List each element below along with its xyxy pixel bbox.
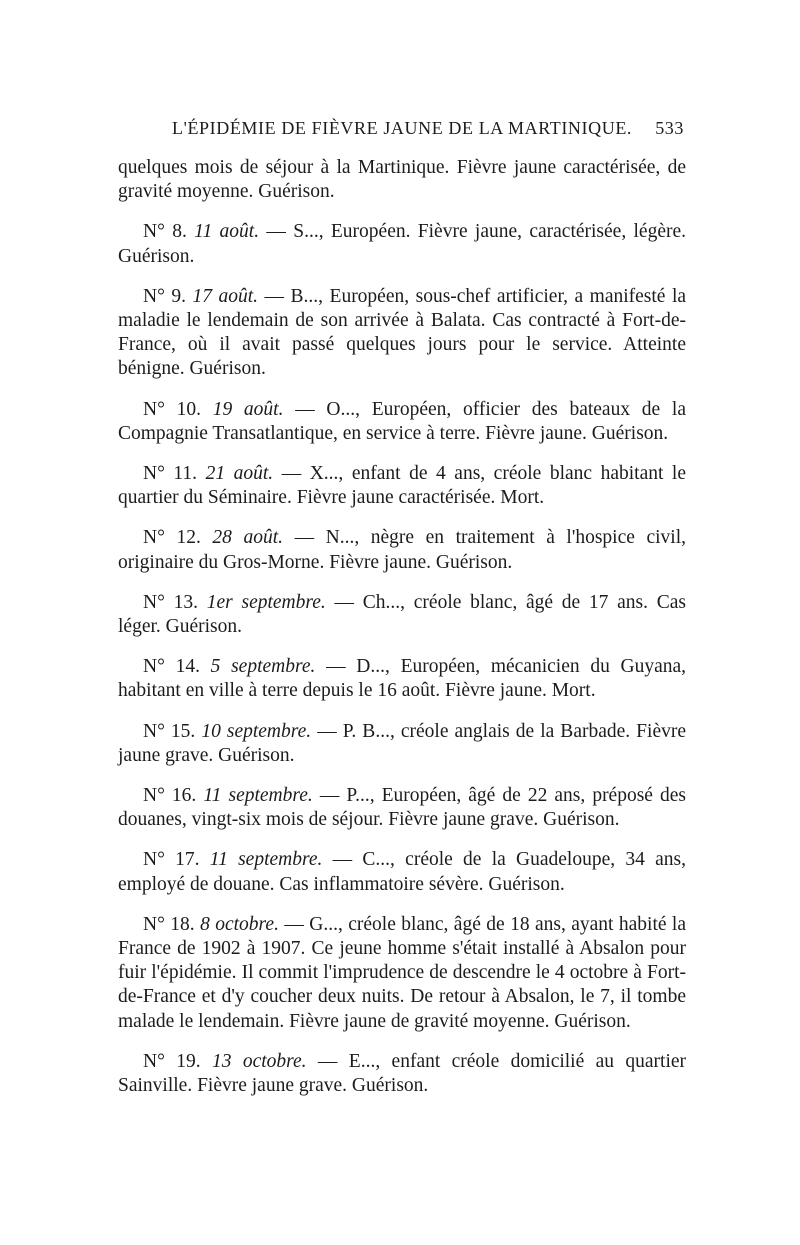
case-entry bbox=[118, 913, 686, 1034]
case-entry bbox=[118, 462, 686, 510]
case-entry bbox=[118, 848, 686, 896]
case-entry bbox=[118, 220, 686, 268]
case-entry bbox=[118, 720, 686, 768]
case-text: — Ch..., créole blanc, âgé de 17 ans. Cas léger. Guérison. bbox=[118, 591, 687, 638]
case-date: 17 août. bbox=[192, 285, 259, 307]
case-text: — G..., créole blanc, âgé de 18 ans, ayant habité la France de 1902 à 1907. Ce jeune homme s'était installé à Absalon pour fuir l'épidémie. Il commit l'imprudence de descendre le 4 octobre à Fort-de-France et d'y coucher deux nuits. De retour à Absalon, le 7, il tombe malade le lendemain. Fièvre jaune de gravité moyenne. Guérison. bbox=[118, 913, 687, 1032]
case-date: 11 septembre. bbox=[209, 849, 323, 871]
case-entry bbox=[118, 591, 686, 639]
case-date: 10 septembre. bbox=[201, 720, 312, 742]
case-number: N° 19. bbox=[143, 1050, 201, 1072]
case-date: 11 septembre. bbox=[203, 785, 313, 807]
case-number: N° 10. bbox=[143, 398, 201, 420]
case-text: — P..., Européen, âgé de 22 ans, préposé des douanes, vingt-six mois de séjour. Fièvre jaune grave. Guérison. bbox=[118, 785, 687, 831]
case-text: — C..., créole de la Guadeloupe, 34 ans, employé de douane. Cas inflammatoire sévère. Guérison. bbox=[118, 849, 687, 895]
case-number: N° 15. bbox=[143, 720, 196, 742]
case-date: 11 août. bbox=[194, 221, 260, 243]
case-entry bbox=[118, 1050, 686, 1098]
case-number: N° 16. bbox=[143, 785, 197, 807]
page-number: 533 bbox=[655, 118, 684, 138]
case-number: N° 14. bbox=[143, 656, 200, 678]
case-number: N° 12. bbox=[143, 527, 201, 549]
case-number: N° 18. bbox=[143, 913, 195, 935]
case-number: N° 13. bbox=[143, 591, 198, 613]
case-text: — X..., enfant de 4 ans, créole blanc habitant le quartier du Séminaire. Fièvre jaune caractérisée. Mort. bbox=[118, 463, 686, 509]
case-entry bbox=[118, 526, 686, 574]
case-entry bbox=[118, 285, 686, 382]
case-date: 28 août. bbox=[212, 527, 283, 549]
case-date: 1er septembre. bbox=[206, 591, 326, 613]
case-text: — P. B..., créole anglais de la Barbade. Fièvre jaune grave. Guérison. bbox=[118, 720, 686, 766]
case-date: 8 octobre. bbox=[200, 913, 279, 935]
case-date: 21 août. bbox=[205, 463, 274, 485]
case-date: 13 octobre. bbox=[211, 1050, 307, 1072]
case-entry bbox=[118, 398, 686, 446]
case-text: — E..., enfant créole domicilié au quartier Sainville. Fièvre jaune grave. Guérison. bbox=[118, 1050, 687, 1097]
case-text: — S..., Européen. Fièvre jaune, caractérisée, légère. Guérison. bbox=[118, 221, 687, 267]
running-header bbox=[172, 118, 684, 139]
case-number: N° 11. bbox=[143, 463, 198, 485]
case-entry bbox=[118, 784, 686, 832]
case-date: 19 août. bbox=[212, 398, 284, 420]
continuation-paragraph: quelques mois de séjour à la Martinique. Fièvre jaune caractérisée, de gravité moyenne. Guérison. bbox=[118, 157, 686, 203]
case-text: — O..., Européen, officier des bateaux de la Compagnie Transatlantique, en service à terre. Fièvre jaune. Guérison. bbox=[118, 398, 686, 444]
case-number: N° 9. bbox=[143, 285, 186, 307]
case-text: — D..., Européen, mécanicien du Guyana, habitant en ville à terre depuis le 16 août. Fièvre jaune. Mort. bbox=[118, 656, 687, 702]
case-number: N° 17. bbox=[143, 849, 200, 871]
body-text bbox=[118, 156, 686, 1114]
case-date: 5 septembre. bbox=[210, 656, 316, 678]
case-text: — N..., nègre en traitement à l'hospice civil, originaire du Gros-Morne. Fièvre jaune. Guérison. bbox=[118, 527, 687, 573]
case-entry bbox=[118, 655, 686, 703]
case-number: N° 8. bbox=[143, 221, 187, 243]
running-title: L'ÉPIDÉMIE DE FIÈVRE JAUNE DE LA MARTINIQUE. bbox=[172, 118, 633, 138]
case-text: — B..., Européen, sous-chef artificier, a manifesté la maladie le lendemain de son arrivée à Balata. Cas contracté à Fort-de-France, où il avait passé quelques jours pour le service. Atteinte bénigne. Guérison. bbox=[118, 285, 687, 380]
